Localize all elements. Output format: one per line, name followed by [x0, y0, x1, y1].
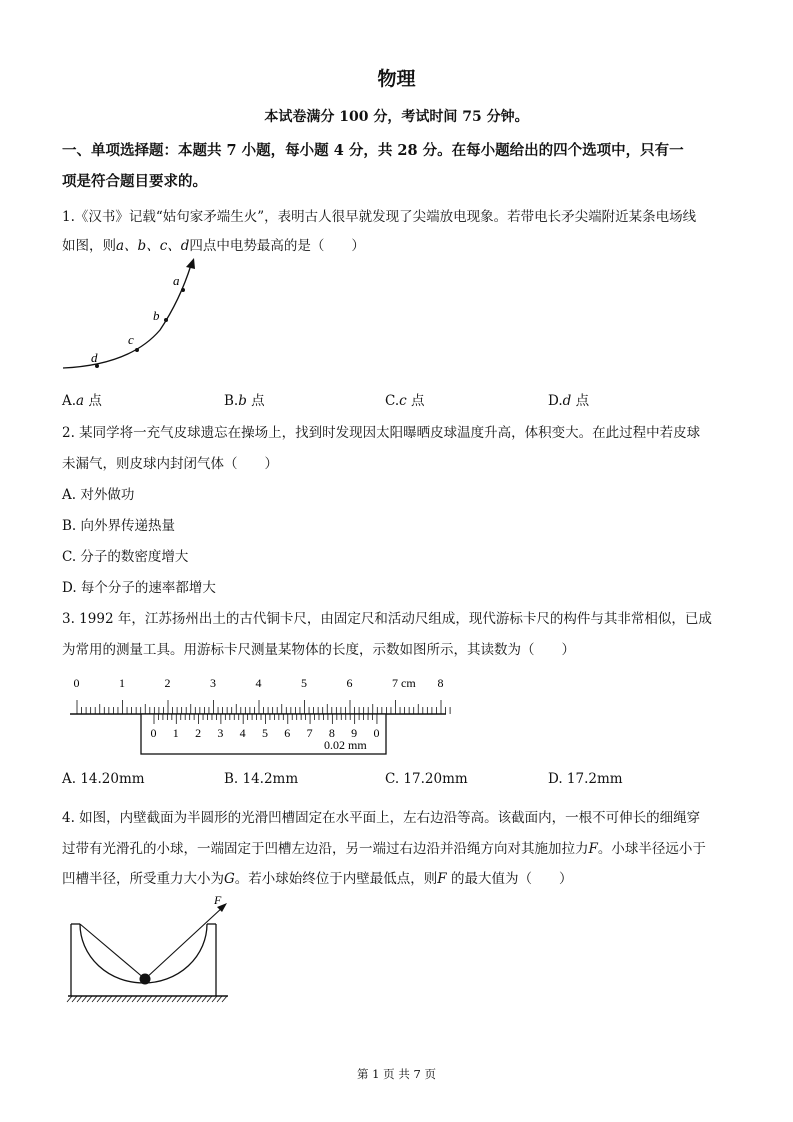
exam-subtitle: 本试卷满分 100 分，考试时间 75 分钟。 [264, 109, 529, 125]
hatch-line [197, 996, 202, 1002]
hatch-line [162, 996, 167, 1002]
q1-option-d[interactable]: D.d 点 [548, 393, 590, 409]
hatch-line [157, 996, 162, 1002]
hatch-line [122, 996, 127, 1002]
small-ball [140, 974, 151, 985]
main-scale-label: 6 [346, 676, 353, 690]
main-scale-label: 1 [119, 676, 125, 690]
point-b-dot [164, 318, 168, 322]
q4-stem-line1: 4. 如图，内壁截面为半圆形的光滑凹槽固定在水平面上，左右边沿等高。该截面内，一根不可伸长的细绳穿 [62, 810, 701, 826]
hatch-line [82, 996, 87, 1002]
hatch-line [107, 996, 112, 1002]
field-line-arrowhead [186, 258, 195, 269]
point-c-label: c [128, 332, 134, 347]
q4-var-g: G [224, 871, 235, 887]
vernier-label: 4 [239, 726, 246, 740]
hatch-line [112, 996, 117, 1002]
hatch-line [77, 996, 82, 1002]
field-line [63, 265, 191, 368]
section-heading-line2: 项是符合题目要求的。 [62, 173, 207, 190]
hatch-line [167, 996, 172, 1002]
main-scale-label: 2 [164, 676, 171, 690]
vernier-label: 6 [284, 726, 291, 740]
q4-stem-line3: 凹槽半径，所受重力大小为G。若小球始终位于内壁最低点，则F 的最大值为（ ） [62, 871, 573, 887]
main-scale-label: 3 [210, 676, 216, 690]
q1-stem-line1: 1.《汉书》记载“姑句家矛端生火”，表明古人很早就发现了尖端放电现象。若带电长矛尖端附近某条电场线 [62, 209, 697, 225]
main-scale-label: 8 [437, 676, 444, 690]
main-scale [70, 676, 450, 714]
q3-stem-line1: 3. 1992 年，江苏扬州出土的古代铜卡尺，由固定尺和活动尺组成，现代游标卡尺的构件与其非常相似，已成 [62, 611, 712, 627]
hatch-line [142, 996, 147, 1002]
hatch-line [127, 996, 132, 1002]
hatch-line [152, 996, 157, 1002]
vernier-scale [141, 714, 386, 754]
hatch-line [192, 996, 197, 1002]
q2-stem-line1: 2. 某同学将一充气皮球遗忘在操场上，找到时发现因太阳曝晒皮球温度升高，体积变大。在此过程中若皮球 [62, 425, 701, 441]
q4-var-f2: F [437, 871, 447, 887]
hatch-line [137, 996, 142, 1002]
hatch-line [92, 996, 97, 1002]
page-footer: 第 1 页 共 7 页 [357, 1067, 436, 1081]
q2-option-c[interactable]: C. 分子的数密度增大 [62, 549, 189, 565]
q3-option-d[interactable]: D. 17.2mm [548, 771, 623, 787]
page-title: 物理 [377, 68, 416, 90]
vernier-label: 1 [172, 726, 179, 740]
point-a-label: a [173, 273, 180, 288]
point-d-label: d [91, 350, 98, 365]
hatch-line [132, 996, 137, 1002]
main-scale-label: 4 [255, 676, 262, 690]
vernier-label: 9 [351, 726, 358, 740]
q1-field-line-figure [55, 255, 215, 380]
hatch-line [217, 996, 222, 1002]
force-label: F [214, 893, 222, 907]
q2-option-d[interactable]: D. 每个分子的速率都增大 [62, 580, 216, 596]
q3-option-a[interactable]: A. 14.20mm [62, 771, 145, 787]
vernier-label: 7 [306, 726, 313, 740]
hatch-line [222, 996, 227, 1002]
rope-right [145, 907, 223, 979]
q3-stem-line2: 为常用的测量工具。用游标卡尺测量某物体的长度，示数如图所示，其读数为（ ） [62, 642, 575, 658]
precision-label: 0.02 mm [324, 738, 367, 752]
q2-option-b[interactable]: B. 向外界传递热量 [62, 518, 176, 534]
vernier-label: 0 [373, 726, 380, 740]
hatch-line [212, 996, 217, 1002]
hatch-line [147, 996, 152, 1002]
main-scale-label: 7 [392, 676, 398, 690]
q1-stem-suffix: 四点中电势最高的是（ ） [189, 238, 365, 254]
point-a-dot [181, 288, 185, 292]
q3-option-c[interactable]: C. 17.20mm [385, 771, 468, 787]
section-heading-line1: 一、单项选择题：本题共 7 小题，每小题 4 分，共 28 分。在每小题给出的四个选项中，只有一 [62, 142, 684, 159]
hatch-line [117, 996, 122, 1002]
hatch-line [87, 996, 92, 1002]
hatch-line [187, 996, 192, 1002]
hatch-line [182, 996, 187, 1002]
hatch-line [177, 996, 182, 1002]
hatch-line [207, 996, 212, 1002]
q1-option-a[interactable]: A.a 点 [62, 393, 102, 409]
main-scale-label: 0 [73, 676, 80, 690]
q1-stem-line2 [62, 234, 365, 254]
q1-option-b[interactable]: B.b 点 [224, 393, 265, 409]
unit-label: cm [401, 676, 416, 690]
vernier-label: 5 [261, 726, 268, 740]
vernier-label: 8 [328, 726, 335, 740]
hatch-line [67, 996, 72, 1002]
q3-option-b[interactable]: B. 14.2mm [224, 771, 299, 787]
q2-option-a[interactable]: A. 对外做功 [62, 487, 135, 503]
hatch-line [102, 996, 107, 1002]
q1-points: a、b、c、d [116, 238, 190, 254]
ground-hatching [67, 996, 227, 1002]
rope-left [80, 924, 145, 979]
q1-option-c[interactable]: C.c 点 [385, 393, 425, 409]
q2-stem-line2: 未漏气，则皮球内封闭气体（ ） [62, 456, 278, 472]
point-b-label: b [153, 308, 160, 323]
main-scale-label: 5 [301, 676, 307, 690]
hatch-line [172, 996, 177, 1002]
q4-groove-figure [62, 893, 237, 1008]
hatch-line [97, 996, 102, 1002]
vernier-label: 3 [217, 726, 224, 740]
q3-vernier-caliper-figure [62, 672, 457, 760]
point-c-dot [135, 348, 139, 352]
hatch-line [72, 996, 77, 1002]
hatch-line [202, 996, 207, 1002]
vernier-label: 2 [195, 726, 202, 740]
q4-var-f: F [588, 841, 598, 857]
vernier-label: 0 [150, 726, 157, 740]
main-scale-bar [70, 702, 446, 714]
q1-stem-prefix: 如图，则 [62, 238, 116, 254]
q4-stem-line2: 过带有光滑孔的小球，一端固定于凹槽左边沿，另一端过右边沿并沿绳方向对其施加拉力F。小球半径远小于 [62, 841, 706, 857]
